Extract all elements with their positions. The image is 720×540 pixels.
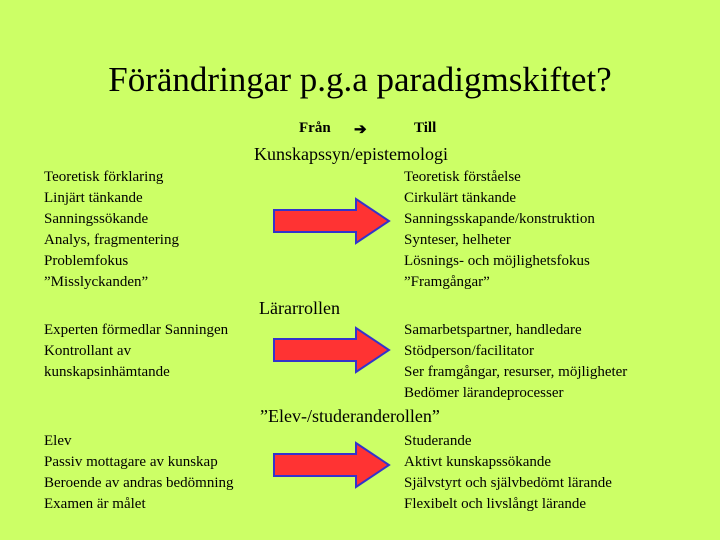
section-heading-lararrollen: Lärarrollen [259,298,340,318]
from-item: Teoretisk förklaring [44,169,164,185]
from-to-header [0,120,720,140]
from-item: Elev [44,433,72,449]
to-item: Studerande [404,433,472,449]
from-list-lararrollen [44,320,228,383]
to-item: Synteser, helheter [404,232,511,248]
to-item: Flexibelt och livslångt lärande [404,496,587,512]
section-heading-elevrollen: ”Elev-/studeranderollen” [260,406,440,426]
to-item: Cirkulärt tänkande [404,190,517,206]
arrow-shape [274,199,389,243]
to-list-elevrollen [404,431,612,515]
from-item: Examen är målet [44,496,146,512]
from-item: ”Misslyckanden” [44,274,149,290]
to-item: Sanningsskapande/konstruktion [404,211,595,227]
from-item: kunskapsinhämtande [44,364,170,380]
from-item: Problemfokus [44,253,129,269]
to-item: ”Framgångar” [404,274,490,290]
arrow-shape [274,328,389,372]
to-item: Samarbetspartner, handledare [404,322,582,338]
to-label: Till [414,120,437,136]
to-item: Lösnings- och möjlighetsfokus [404,253,590,269]
from-item: Beroende av andras bedömning [44,475,234,491]
transition-arrow-icon [272,196,392,246]
to-item: Självstyrt och självbedömt lärande [404,475,612,491]
to-list-lararrollen [404,320,627,404]
right-arrow-icon: ➔ [354,122,367,138]
arrow-shape [274,443,389,487]
from-label: Från [299,120,331,136]
transition-arrow-icon [272,325,392,375]
slide-title: Förändringar p.g.a paradigmskiftet? [108,60,612,99]
to-item: Stödperson/facilitator [404,343,534,359]
from-item: Passiv mottagare av kunskap [44,454,218,470]
to-item: Teoretisk förståelse [404,169,521,185]
from-list-kunskapssyn [44,167,179,293]
to-item: Aktivt kunskapssökande [404,454,552,470]
from-item: Linjärt tänkande [44,190,143,206]
to-item: Ser framgångar, resurser, möjligheter [404,364,628,380]
transition-arrow-icon [272,440,392,490]
section-heading-kunskapssyn: Kunskapssyn/epistemologi [254,144,448,164]
from-item: Experten förmedlar Sanningen [44,322,229,338]
from-item: Kontrollant av [44,343,132,359]
to-item: Bedömer lärandeprocesser [404,385,564,401]
to-list-kunskapssyn [404,167,595,293]
from-list-elevrollen [44,431,234,515]
from-item: Sanningssökande [44,211,149,227]
from-item: Analys, fragmentering [44,232,179,248]
